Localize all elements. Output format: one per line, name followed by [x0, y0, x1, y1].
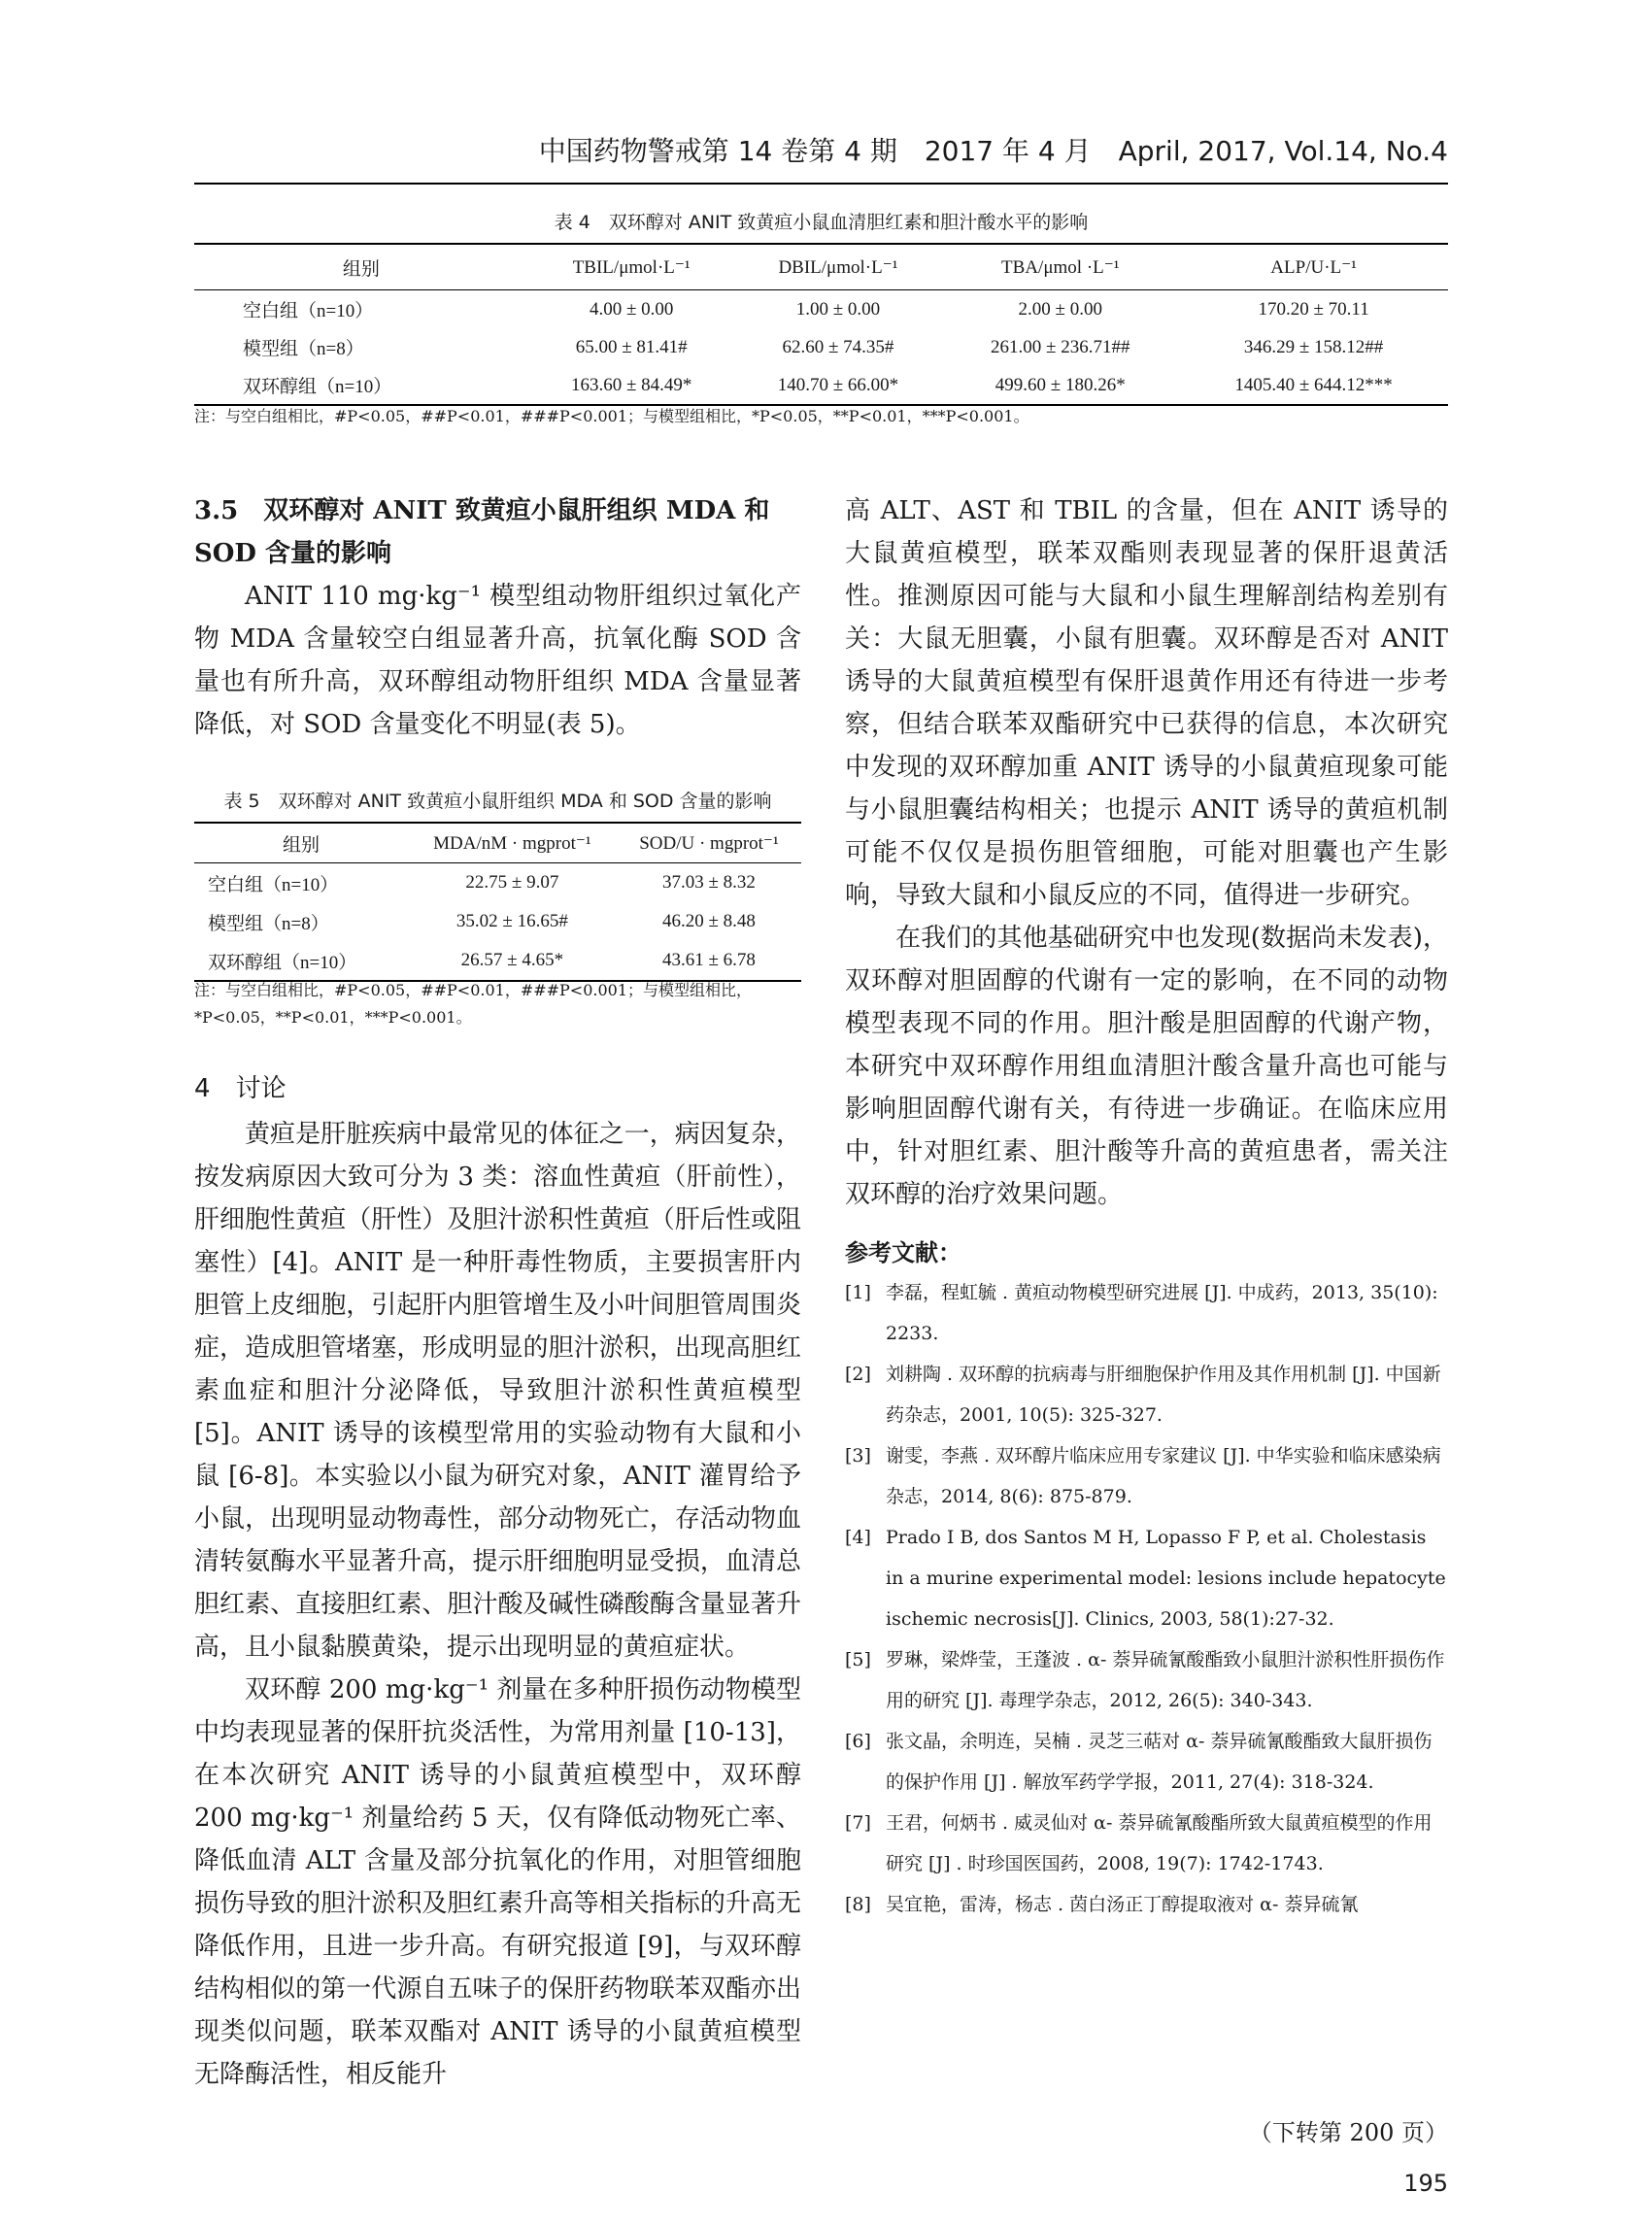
reference-text: 李磊，程虹毓 . 黄疸动物模型研究进展 [J]. 中成药，2013, 35(10): 2233.	[886, 1282, 1438, 1344]
reference-number: [8]	[845, 1894, 871, 1915]
reference-item	[845, 1884, 1448, 1925]
reference-number: [5]	[845, 1649, 871, 1670]
table5-caption: 表 5 双环醇对 ANIT 致黄疸小鼠肝组织 MDA 和 SOD 含量的影响	[223, 791, 772, 812]
table-cell: 空白组（n=10）	[208, 874, 339, 895]
reference-text: 谢雯，李燕 . 双环醇片临床应用专家建议 [J]. 中华实验和临床感染病杂志，2014, 8(6): 875-879.	[886, 1445, 1441, 1507]
section-4-body-left	[194, 1113, 801, 2096]
reference-item	[845, 1272, 1448, 1354]
paragraph: 黄疸是肝脏疾病中最常见的体征之一，病因复杂，按发病原因大致可分为 3 类：溶血性黄疸（肝前性），肝细胞性黄疸（肝性）及胆汁淤积性黄疸（肝后性或阻塞性）[4]。ANIT 是一种肝毒性物质，主要损害肝内胆管上皮细胞，引起肝内胆管增生及小叶间胆管周围炎症，造成胆管堵塞，形成明显的胆汁淤积，出现高胆红素血症和胆汁分泌降低，导致胆汁淤积性黄疸模型 [5]。ANIT 诱导的该模型常用的实验动物有大鼠和小鼠 [6-8]。本实验以小鼠为研究对象，ANIT 灌胃给予小鼠，出现明显动物毒性，部分动物死亡，存活动物血清转氨酶水平显著升高，提示肝细胞明显受损，血清总胆红素、直接胆红素、胆汁酸及碱性磷酸酶含量显著升高，且小鼠黏膜黄染，提示出现明显的黄疸症状。	[194, 1120, 801, 1662]
table-cell: 163.60 ± 84.49*	[528, 366, 735, 405]
reference-text: 罗琳，梁烨莹，王蓬波 . α- 萘异硫氰酸酯致小鼠胆汁淤积性肝损伤作用的研究 [J]. 毒理学杂志，2012, 26(5): 340-343.	[886, 1649, 1445, 1711]
table-row	[194, 328, 1448, 366]
table-cell: 37.03 ± 8.32	[661, 872, 756, 893]
paragraph: ANIT 110 mg·kg⁻¹ 模型组动物肝组织过氧化产物 MDA 含量较空白组显著升高，抗氧化酶 SOD 含量也有所升高，双环醇组动物肝组织 MDA 含量显著降低，对 SOD 含量变化不明显(表 5)。	[194, 582, 801, 739]
table5-header: MDA/nM · mgprot⁻¹	[408, 823, 617, 863]
table4-note: 注：与空白组相比，#P<0.05，##P<0.01，###P<0.001；与模型组相比，*P<0.05，**P<0.01，***P<0.001。	[194, 407, 1029, 425]
table-row	[194, 290, 1448, 329]
table-cell: 170.20 ± 70.11	[1258, 298, 1369, 320]
table-cell: 1.00 ± 0.00	[795, 298, 881, 320]
reference-item	[845, 1435, 1448, 1517]
table5	[194, 822, 801, 982]
table4	[194, 243, 1448, 406]
reference-item	[845, 1639, 1448, 1721]
table4-header: ALP/U·L⁻¹	[1179, 244, 1448, 290]
reference-item	[845, 1721, 1448, 1803]
table-cell: 26.57 ± 4.65*	[408, 941, 617, 981]
section-3-5-body	[194, 575, 801, 746]
reference-number: [2]	[845, 1364, 871, 1385]
reference-item	[845, 1517, 1448, 1639]
section-4-heading: 4 讨论	[194, 1074, 287, 1103]
table-cell: 1405.40 ± 644.12***	[1179, 366, 1448, 405]
reference-list	[845, 1272, 1448, 1925]
reference-item	[845, 1354, 1448, 1435]
table-cell: 22.75 ± 9.07	[465, 872, 559, 893]
table-cell: 65.00 ± 81.41#	[575, 336, 688, 357]
table-cell: 模型组（n=8）	[243, 339, 364, 359]
table-cell: 双环醇组（n=10）	[194, 366, 528, 405]
table4-header: 组别	[194, 244, 528, 290]
reference-number: [3]	[845, 1445, 871, 1467]
table-cell: 62.60 ± 74.35#	[782, 336, 894, 357]
table-cell: 35.02 ± 16.65#	[455, 911, 568, 931]
table-cell: 2.00 ± 0.00	[1018, 298, 1102, 320]
table-cell: 46.20 ± 8.48	[661, 911, 756, 931]
table-row	[194, 941, 801, 981]
table-cell: 4.00 ± 0.00	[589, 298, 674, 320]
reference-text: 刘耕陶 . 双环醇的抗病毒与肝细胞保护作用及其作用机制 [J]. 中国新药杂志，2001, 10(5): 325-327.	[886, 1364, 1441, 1426]
table5-header-row	[194, 823, 801, 863]
reference-number: [6]	[845, 1731, 871, 1752]
table5-note: 注：与空白组相比，#P<0.05，##P<0.01，###P<0.001；与模型组相比，*P<0.05，**P<0.01，***P<0.001。	[194, 981, 753, 1027]
table-row	[194, 902, 801, 941]
table-cell: 261.00 ± 236.71##	[991, 336, 1130, 357]
references-heading: 参考文献：	[845, 1239, 961, 1266]
reference-item	[845, 1803, 1448, 1884]
table-cell: 双环醇组（n=10）	[194, 941, 408, 981]
reference-number: [1]	[845, 1282, 871, 1303]
table-cell: 499.60 ± 180.26*	[941, 366, 1179, 405]
table-row	[194, 366, 1448, 405]
table5-header: SOD/U · mgprot⁻¹	[617, 823, 801, 863]
reference-number: [7]	[845, 1812, 871, 1834]
table4-header: TBIL/μmol·L⁻¹	[528, 244, 735, 290]
reference-text: 王君，何炳书 . 威灵仙对 α- 萘异硫氰酸酯所致大鼠黄疸模型的作用研究 [J] . 时珍国医国药，2008, 19(7): 1742-1743.	[886, 1812, 1433, 1874]
reference-text: 张文晶，余明连，吴楠 . 灵芝三萜对 α- 萘异硫氰酸酯致大鼠肝损伤的保护作用 [J] . 解放军药学学报，2011, 27(4): 318-324.	[886, 1731, 1433, 1793]
table-cell: 140.70 ± 66.00*	[735, 366, 942, 405]
table-cell: 空白组（n=10）	[243, 301, 374, 321]
paragraph: 在我们的其他基础研究中也发现(数据尚未发表)，双环醇对胆固醇的代谢有一定的影响，在不同的动物模型表现不同的作用。胆汁酸是胆固醇的代谢产物，本研究中双环醇作用组血清胆汁酸含量升高也可能与影响胆固醇代谢有关，有待进一步确证。在临床应用中，针对胆红素、胆汁酸等升高的黄疸患者，需关注双环醇的治疗效果问题。	[845, 924, 1448, 1209]
table4-header-row	[194, 244, 1448, 290]
section-3-5-heading: 3.5 双环醇对 ANIT 致黄疸小鼠肝组织 MDA 和 SOD 含量的影响	[194, 496, 770, 568]
reference-number: [4]	[845, 1527, 871, 1548]
table-cell: 346.29 ± 158.12##	[1243, 336, 1384, 357]
paragraph: 双环醇 200 mg·kg⁻¹ 剂量在多种肝损伤动物模型中均表现显著的保肝抗炎活性，为常用剂量 [10-13]，在本次研究 ANIT 诱导的小鼠黄疸模型中，双环醇 200 mg·kg⁻¹ 剂量给药 5 天，仅有降低动物死亡率、降低血清 ALT 含量及部分抗氧化的作用，对胆管细胞损伤导致的胆汁淤积及胆红素升高等相关指标的升高无降低作用，且进一步升高。有研究报道 [9]，与双环醇结构相似的第一代源自五味子的保肝药物联苯双酯亦出现类似问题，联苯双酯对 ANIT 诱导的小鼠黄疸模型无降酶活性，相反能升	[194, 1675, 801, 2089]
table-cell: 43.61 ± 6.78	[617, 941, 801, 981]
reference-text: 吴宜艳，雷涛，杨志 . 茵白汤正丁醇提取液对 α- 萘异硫氰	[886, 1894, 1359, 1915]
continued-note: （下转第 200 页）	[1248, 2119, 1448, 2146]
table4-header: TBA/μmol ·L⁻¹	[941, 244, 1179, 290]
running-header: 中国药物警戒第 14 卷第 4 期 2017 年 4 月 April, 2017, Vol.14, No.4	[194, 130, 1448, 185]
paragraph: 高 ALT、AST 和 TBIL 的含量，但在 ANIT 诱导的大鼠黄疸模型，联苯双酯则表现显著的保肝退黄活性。推测原因可能与大鼠和小鼠生理解剖结构差别有关：大鼠无胆囊，小鼠有胆囊。双环醇是否对 ANIT 诱导的大鼠黄疸模型有保肝退黄作用还有待进一步考察，但结合联苯双酯研究中已获得的信息，本次研究中发现的双环醇加重 ANIT 诱导的小鼠黄疸现象可能与小鼠胆囊结构相关；也提示 ANIT 诱导的黄疸机制可能不仅仅是损伤胆管细胞，可能对胆囊也产生影响，导致大鼠和小鼠反应的不同，值得进一步研究。	[845, 496, 1448, 910]
section-4-body-right	[845, 489, 1448, 1216]
table5-header: 组别	[194, 823, 408, 863]
reference-text: Prado I B, dos Santos M H, Lopasso F P, et al. Cholestasis in a murine experimental model: lesions include hepatocyte ischemic necrosis[J]. Clinics, 2003, 58(1):27-32.	[886, 1527, 1446, 1630]
table4-caption: 表 4 双环醇对 ANIT 致黄疸小鼠血清胆红素和胆汁酸水平的影响	[554, 212, 1089, 233]
table-row	[194, 863, 801, 903]
table4-header: DBIL/μmol·L⁻¹	[735, 244, 942, 290]
table-cell: 模型组（n=8）	[208, 913, 329, 934]
page-number: 195	[1403, 2170, 1448, 2197]
